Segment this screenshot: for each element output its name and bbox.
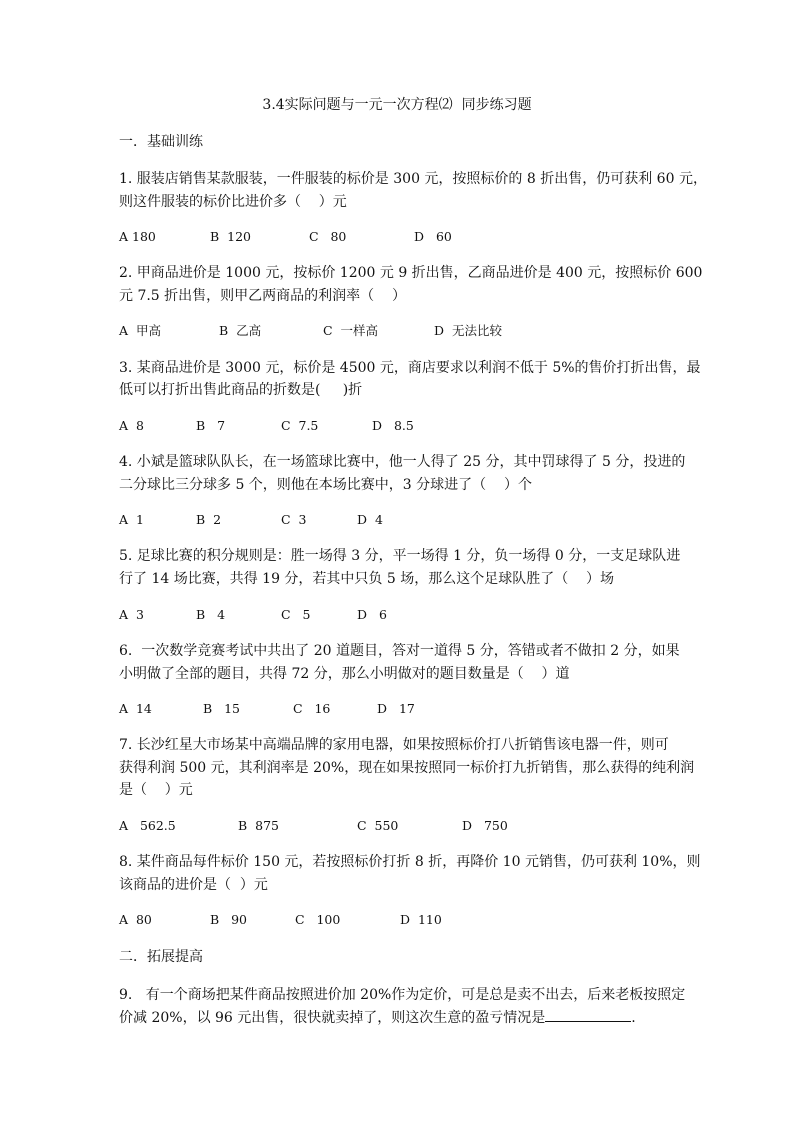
- question-7-option-a: A 562.5: [119, 818, 176, 833]
- question-6-option-c: C 16: [293, 701, 331, 716]
- question-8-option-c: C 100: [295, 912, 341, 927]
- question-8-option-a: A 80: [119, 912, 152, 927]
- answer-blank[interactable]: [545, 1009, 631, 1022]
- question-6-option-b: B 15: [203, 701, 241, 716]
- question-1-option-c: C 80: [309, 229, 347, 244]
- question-7-option-c: C 550: [357, 818, 399, 833]
- question-4-option-b: B 2: [196, 512, 222, 527]
- question-5-option-b: B 4: [196, 607, 226, 622]
- question-4-option-c: C 3: [281, 512, 307, 527]
- question-6-line-2: 小明做了全部的题目，共得 72 分，那么小明做对的题目数量是（ ）道: [119, 666, 570, 682]
- question-2-option-b: B 乙高: [219, 323, 262, 338]
- question-5-option-a: A 3: [119, 607, 144, 622]
- question-8-line-1: 8. 某件商品每件标价 150 元，若按照标价打折 8 折，再降价 10 元销售，仍可获利 10%，则: [119, 854, 701, 870]
- question-2-option-c: C 一样高: [323, 323, 379, 338]
- question-4-line-1: 4. 小斌是篮球队队长，在一场篮球比赛中，他一人得了 25 分，其中罚球得了 5 分，投进的: [119, 454, 686, 470]
- question-8-line-2: 该商品的进价是（ ）元: [119, 877, 268, 893]
- question-6-line-1: 6. 一次数学竞赛考试中共出了 20 道题目，答对一道得 5 分，答错或者不做扣 2 分，如果: [119, 643, 680, 659]
- question-1-line-2: 则这件服装的标价比进价多（ ）元: [119, 194, 347, 210]
- question-7-option-b: B 875: [238, 818, 279, 833]
- question-7-option-d: D 750: [462, 818, 508, 833]
- question-2-line-1: 2. 甲商品进价是 1000 元，按标价 1200 元 9 折出售，乙商品进价是 400 元，按照标价 600: [119, 265, 703, 281]
- question-8-option-d: D 110: [400, 912, 442, 927]
- question-9-line-2: [119, 1009, 636, 1027]
- question-6-option-d: D 17: [377, 701, 415, 716]
- question-3-option-b: B 7: [196, 418, 226, 433]
- question-6-option-a: A 14: [119, 701, 152, 716]
- question-2-option-d: D 无法比较: [434, 323, 502, 338]
- question-1-line-1: 1. 服装店销售某款服装，一件服装的标价是 300 元，按照标价的 8 折出售，仍可获利 60 元，: [119, 171, 707, 187]
- question-3-option-c: C 7.5: [281, 418, 319, 433]
- question-9-period: .: [631, 1010, 636, 1026]
- question-3-option-a: A 8: [119, 418, 144, 433]
- question-4-option-d: D 4: [357, 512, 383, 527]
- question-1-option-d: D 60: [414, 229, 452, 244]
- question-5-line-1: 5. 足球比赛的积分规则是：胜一场得 3 分，平一场得 1 分，负一场得 0 分，一支足球队进: [119, 548, 681, 564]
- question-1-option-a: A 180: [119, 229, 156, 244]
- question-2-line-2: 元 7.5 折出售，则甲乙两商品的利润率（ ）: [119, 288, 406, 304]
- question-5-line-2: 行了 14 场比赛，共得 19 分，若其中只负 5 场，那么这个足球队胜了（ ）场: [119, 571, 615, 587]
- section-heading-extension: 二．拓展提高: [119, 949, 203, 965]
- question-9-line-1: 9. 有一个商场把某件商品按照进价加 20%作为定价，可是总是卖不出去，后来老板按照定: [119, 987, 686, 1003]
- page-title: 3.4实际问题与一元一次方程⑵ 同步练习题: [262, 97, 532, 113]
- question-7-line-1: 7. 长沙红星大市场某中高端品牌的家用电器，如果按照标价打八折销售该电器一件，则可: [119, 737, 669, 753]
- question-4-line-2: 二分球比三分球多 5 个，则他在本场比赛中，3 分球进了（ ）个: [119, 477, 532, 493]
- question-3-line-2: 低可以打折出售此商品的折数是( )折: [119, 382, 363, 398]
- question-1-option-b: B 120: [210, 229, 251, 244]
- question-2-option-a: A 甲高: [119, 323, 161, 338]
- question-7-line-2: 获得利润 500 元，其利润率是 20%，现在如果按照同一标价打九折销售，那么获得的纯利润: [119, 760, 695, 776]
- question-9-text: 价减 20%，以 96 元出售，很快就卖掉了，则这次生意的盈亏情况是: [119, 1010, 546, 1026]
- question-4-option-a: A 1: [119, 512, 144, 527]
- section-heading-basic: 一．基础训练: [119, 134, 203, 150]
- question-7-line-3: 是（ ）元: [119, 782, 193, 798]
- question-8-option-b: B 90: [210, 912, 248, 927]
- question-3-option-d: D 8.5: [372, 418, 414, 433]
- question-5-option-d: D 6: [357, 607, 387, 622]
- question-3-line-1: 3. 某商品进价是 3000 元，标价是 4500 元，商店要求以利润不低于 5%的售价打折出售，最: [119, 360, 701, 376]
- question-5-option-c: C 5: [281, 607, 311, 622]
